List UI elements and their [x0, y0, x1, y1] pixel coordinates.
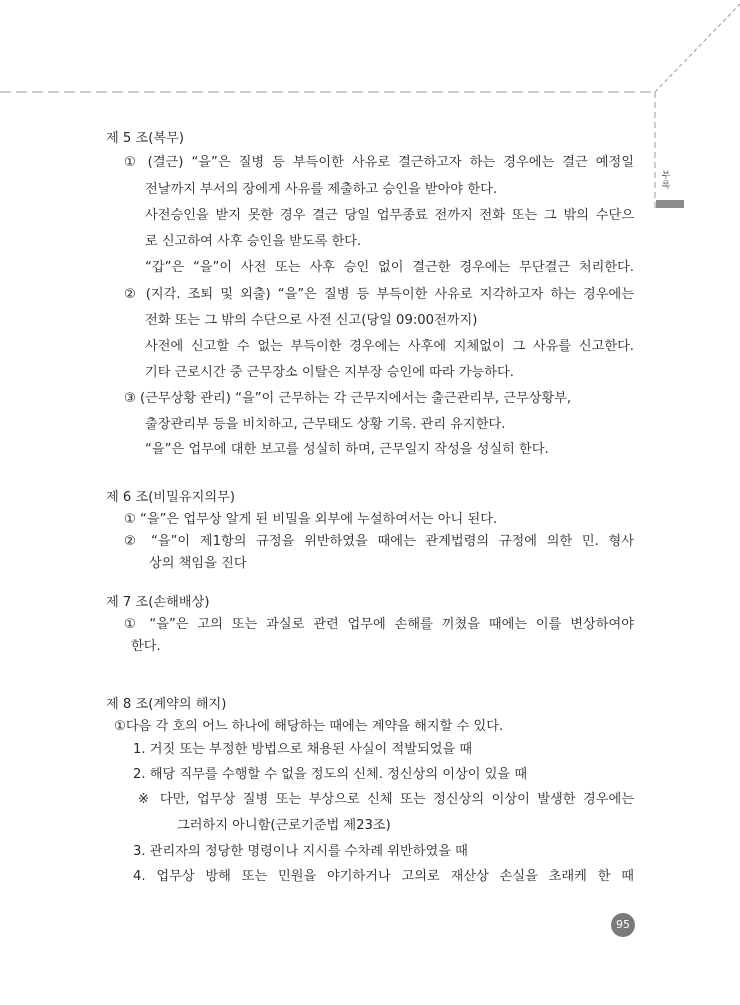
article-5-line: ③ (근무상황 관리) “을”이 근무하는 각 근무지에서는 출근관리부, 근무상황부, [124, 391, 572, 406]
article-8-line: 1. 거짓 또는 부정한 방법으로 채용된 사실이 적발되었을 때 [133, 742, 473, 757]
appendix-side-tab: 부록 [661, 171, 671, 191]
article-5-line: “갑”은 “을”이 사전 또는 사후 승인 없이 결근한 경우에는 무단결근 처리한다. [145, 260, 634, 275]
article-6-line: 상의 책임을 진다 [149, 556, 247, 571]
article-6-title: 제 6 조(비밀유지의무) [106, 490, 235, 505]
article-5-line: ① (결근) “을”은 질병 등 부득이한 사유로 결근하고자 하는 경우에는 결근 예정일 [124, 155, 634, 170]
article-5-title: 제 5 조(복무) [106, 131, 185, 146]
article-7-title: 제 7 조(손해배상) [106, 595, 210, 610]
article-6-line: ① “을”은 업무상 알게 된 비밀을 외부에 누설하여서는 아니 된다. [124, 512, 498, 527]
article-8-title: 제 8 조(계약의 해지) [106, 697, 227, 712]
side-tab-bar [656, 200, 684, 208]
article-5-line: 사전승인을 받지 못한 경우 결근 당일 업무종료 전까지 전화 또는 그 밖의 수단으 [145, 208, 634, 223]
article-5-line: 기타 근로시간 중 근무장소 이탈은 지부장 승인에 따라 가능하다. [145, 365, 514, 380]
article-8-line: ①다음 각 호의 어느 하나에 해당하는 때에는 계약을 해지할 수 있다. [114, 719, 504, 734]
article-8-line: 3. 관리자의 정당한 명령이나 지시를 수차례 위반하였을 때 [133, 844, 468, 859]
article-8-line: ※ 다만, 업무상 질병 또는 부상으로 신체 또는 정신상의 이상이 발생한 경우에는 [138, 792, 634, 807]
article-5-line: 전날까지 부서의 장에게 사유를 제출하고 승인을 받아야 한다. [145, 182, 498, 197]
article-5-line: 로 신고하여 사후 승인을 받도록 한다. [145, 234, 362, 249]
article-7-line: 한다. [131, 639, 161, 654]
article-5-line: 출장관리부 등을 비치하고, 근무태도 상황 기록. 관리 유지한다. [145, 417, 506, 432]
article-8-line: 4. 업무상 방해 또는 민원을 야기하거나 고의로 재산상 손실을 초래케 한 때 [133, 869, 634, 884]
article-5-line: ② (지각. 조퇴 및 외출) “을”은 질병 등 부득이한 사유로 지각하고자 하는 경우에는 [124, 287, 634, 302]
article-5-line: “을”은 업무에 대한 보고를 성실히 하며, 근무일지 작성을 성실히 한다. [145, 442, 549, 457]
article-5-line: 전화 또는 그 밖의 수단으로 사전 신고(당일 09:00전까지) [145, 313, 478, 328]
page-number-badge: 95 [611, 913, 635, 937]
article-7-line: ① “을”은 고의 또는 과실로 관련 업무에 손해를 끼쳤을 때에는 이를 변상하여야 [124, 617, 634, 632]
article-8-line: 2. 해당 직무를 수행할 수 없을 정도의 신체. 정신상의 이상이 있을 때 [133, 767, 528, 782]
article-8-line: 그러하지 아니함(근로기준법 제23조) [177, 818, 391, 833]
article-6-line: ② “을”이 제1항의 규정을 위반하였을 때에는 관계법령의 규정에 의한 민. 형사 [124, 534, 634, 549]
article-5-line: 사전에 신고할 수 없는 부득이한 경우에는 사후에 지체없이 그 사유를 신고한다. [145, 339, 634, 354]
